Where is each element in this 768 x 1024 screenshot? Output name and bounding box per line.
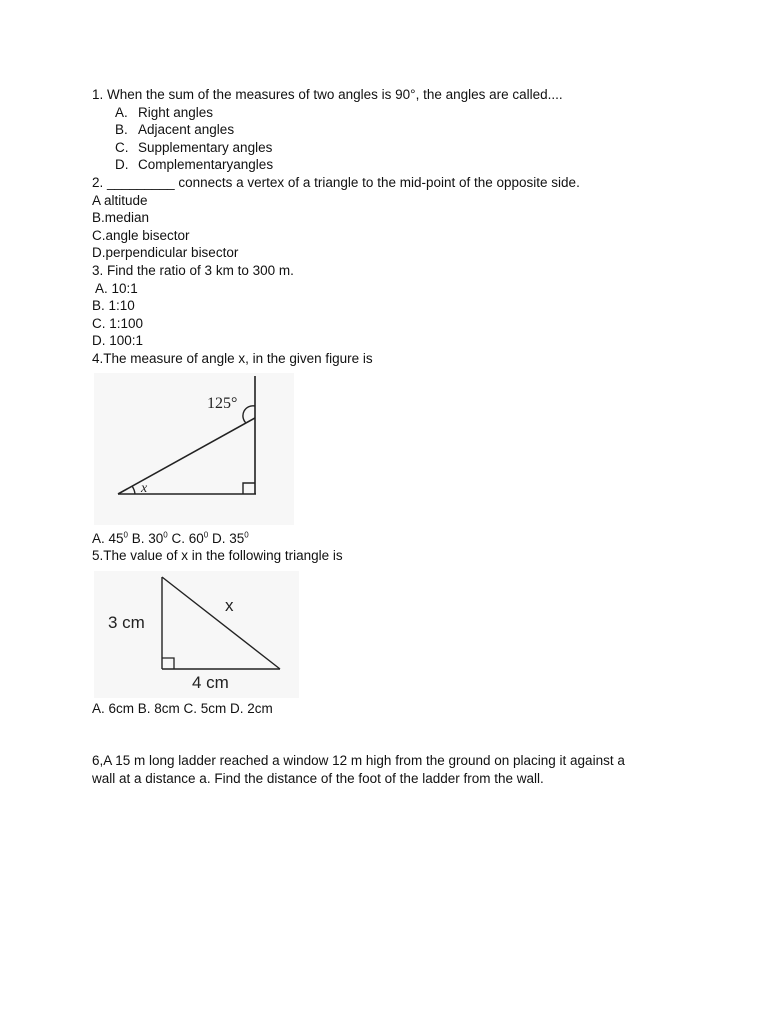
question-1: 1. When the sum of the measures of two angles is 90°, the angles are called.... [92, 87, 563, 102]
base-side-label: 4 cm [192, 672, 229, 692]
question-6-line-2: wall at a distance a. Find the distance of the foot of the ladder from the wall. [92, 770, 544, 786]
q2-option-c: C.angle bisector [92, 227, 190, 243]
q4-answer-a-degree: 0 [123, 530, 128, 539]
q1-option-b-letter: B. [115, 122, 128, 138]
q3-option-b: B. 1:10 [92, 298, 135, 314]
q4-answer-b-degree: 0 [163, 530, 168, 539]
angle-x-label: x [141, 480, 148, 496]
q5-answers: A. 6cm B. 8cm C. 5cm D. 2cm [92, 700, 273, 716]
q2-option-a: A altitude [92, 192, 148, 208]
q3-option-c: C. 1:100 [92, 315, 144, 331]
q1-option-d-text: Complementaryangles [138, 157, 274, 173]
spacer [92, 717, 712, 752]
angle-x-diagram [94, 373, 294, 525]
q1-option-c [92, 139, 712, 157]
q2-option-d: D.perpendicular bisector [92, 245, 239, 261]
angle-x-figure [94, 373, 294, 525]
q1-option-d [92, 156, 712, 174]
worksheet [92, 86, 712, 787]
q1-option-d-letter: D. [115, 157, 129, 173]
q3-option-a: A. 10:1 [92, 280, 138, 296]
q1-option-b-text: Adjacent angles [138, 122, 235, 138]
q4-answer-d: D. 35 [208, 530, 245, 546]
question-6-line-1: 6,A 15 m long ladder reached a window 12 m high from the ground on placing it against a [92, 753, 625, 769]
question-5: 5.The value of x in the following triangle is [92, 548, 343, 564]
triangle-x-diagram [94, 571, 299, 698]
question-2: 2. _________ connects a vertex of a triangle to the mid-point of the opposite side. [92, 174, 580, 190]
q1-option-c-text: Supplementary angles [138, 139, 273, 155]
question-4: 4.The measure of angle x, in the given figure is [92, 350, 373, 366]
q4-answers [92, 530, 712, 548]
q1-option-b [92, 121, 712, 139]
question-3: 3. Find the ratio of 3 km to 300 m. [92, 262, 294, 278]
q4-answer-c-degree: 0 [203, 530, 209, 539]
figure-background [94, 373, 294, 525]
q3-option-d: D. 100:1 [92, 333, 144, 349]
q1-option-a [92, 104, 712, 122]
triangle-x-figure [94, 571, 299, 698]
q4-answer-b: B. 30 [127, 530, 164, 546]
vertical-side-label: 3 cm [108, 612, 145, 632]
exterior-angle-label: 125° [207, 394, 238, 412]
q1-option-a-text: Right angles [138, 104, 214, 120]
q1-option-a-letter: A. [115, 104, 128, 120]
q4-answer-a: A. 45 [92, 530, 124, 546]
q2-option-b: B.median [92, 210, 150, 226]
hypotenuse-label: x [225, 595, 234, 615]
q4-answer-c: C. 60 [167, 530, 204, 546]
q1-option-c-letter: C. [115, 139, 129, 155]
q4-answer-d-degree: 0 [244, 530, 249, 539]
